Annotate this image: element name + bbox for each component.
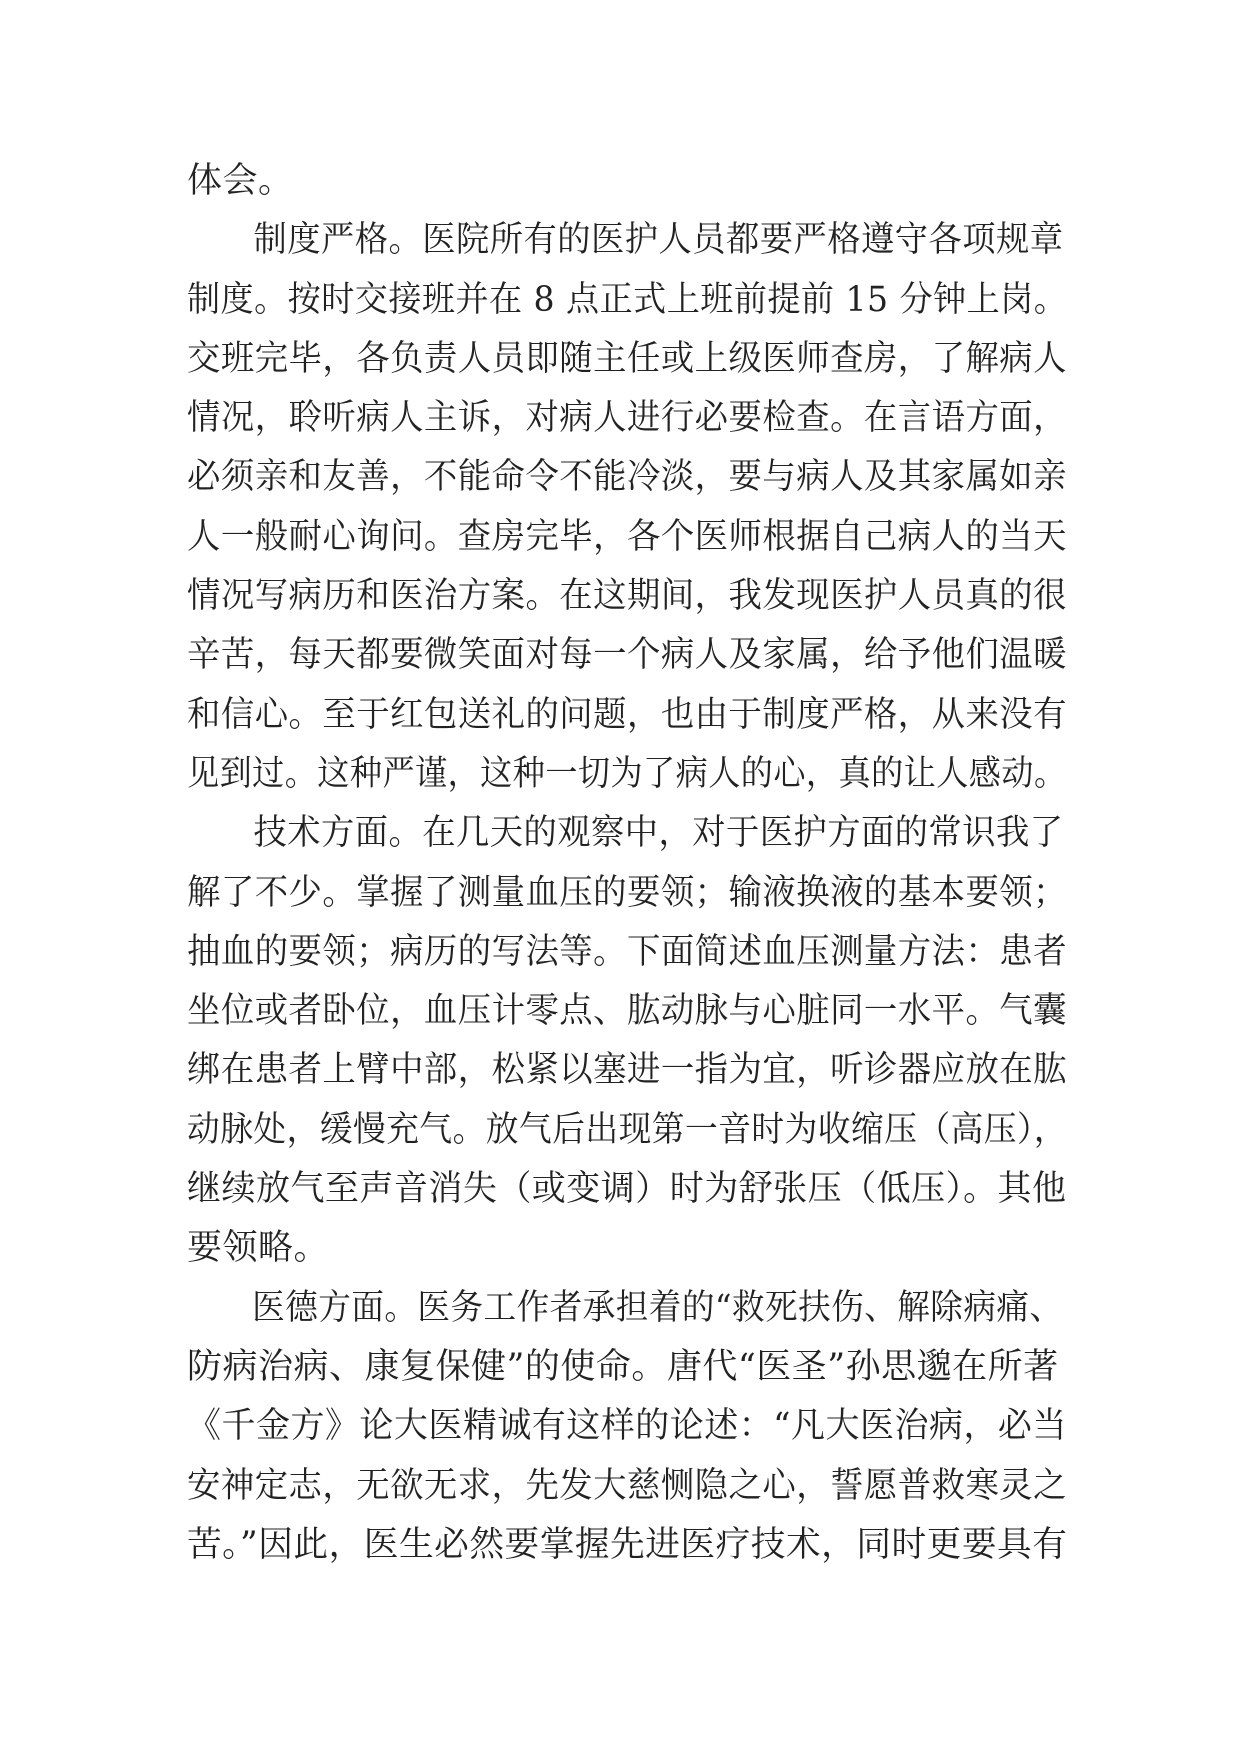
text-line: 安神定志，无欲无求，先发大慈恻隐之心，誓愿普救寒灵之 — [187, 1465, 1068, 1506]
text-line: 体会。 — [187, 161, 294, 201]
text-line: 和信心。至于红包送礼的问题，也由于制度严格，从来没有 — [187, 694, 1068, 735]
text-line: 制度严格。医院所有的医护人员都要严格遵守各项规章 — [253, 220, 1064, 261]
body-text — [187, 152, 1067, 1575]
text-line: 情况，聆听病人主诉，对病人进行必要检查。在言语方面， — [187, 398, 1068, 439]
text-line: 辛苦，每天都要微笑面对每一个病人及家属，给予他们温暖 — [187, 635, 1068, 676]
text-line: 解了不少。掌握了测量血压的要领；输液换液的基本要领； — [187, 872, 1068, 913]
text-line: 继续放气至声音消失（或变调）时为舒张压（低压）。其他 — [187, 1169, 1067, 1210]
text-line: 必须亲和友善，不能命令不能冷淡，要与病人及其家属如亲 — [187, 457, 1068, 498]
text-line: 《千金方》论大医精诚有这样的论述：“凡大医治病，必当 — [187, 1406, 1067, 1447]
text-line: 技术方面。在几天的观察中，对于医护方面的常识我了 — [253, 813, 1064, 854]
text-line: 医德方面。医务工作者承担着的“救死扶伤、解除病痛、 — [252, 1287, 1063, 1328]
text-line: 防病治病、康复保健”的使命。唐代“医圣”孙思邈在所著 — [187, 1346, 1059, 1387]
text-line: 见到过。这种严谨，这种一切为了病人的心，真的让人感动。 — [187, 753, 1067, 794]
text-line: 抽血的要领；病历的写法等。下面简述血压测量方法：患者 — [187, 931, 1068, 972]
text-line: 人一般耐心询问。查房完毕，各个医师根据自己病人的当天 — [187, 516, 1068, 557]
text-line: 坐位或者卧位，血压计零点、肱动脉与心脏同一水平。气囊 — [187, 991, 1068, 1032]
text-line: 情况写病历和医治方案。在这期间，我发现医护人员真的很 — [187, 576, 1068, 617]
text-line: 要领略。 — [187, 1228, 330, 1269]
text-line: 交班完毕，各负责人员即随主任或上级医师查房，了解病人 — [187, 338, 1068, 379]
text-line: 动脉处，缓慢充气。放气后出现第一音时为收缩压（高压）， — [187, 1109, 1068, 1150]
text-line: 苦。”因此，医生必然要掌握先进医疗技术，同时更要具有 — [187, 1524, 1068, 1565]
text-line: 绑在患者上臂中部，松紧以塞进一指为宜，听诊器应放在肱 — [187, 1050, 1068, 1091]
text-line: 制度。按时交接班并在 8 点正式上班前提前 15 分钟上岗。 — [187, 279, 1068, 320]
